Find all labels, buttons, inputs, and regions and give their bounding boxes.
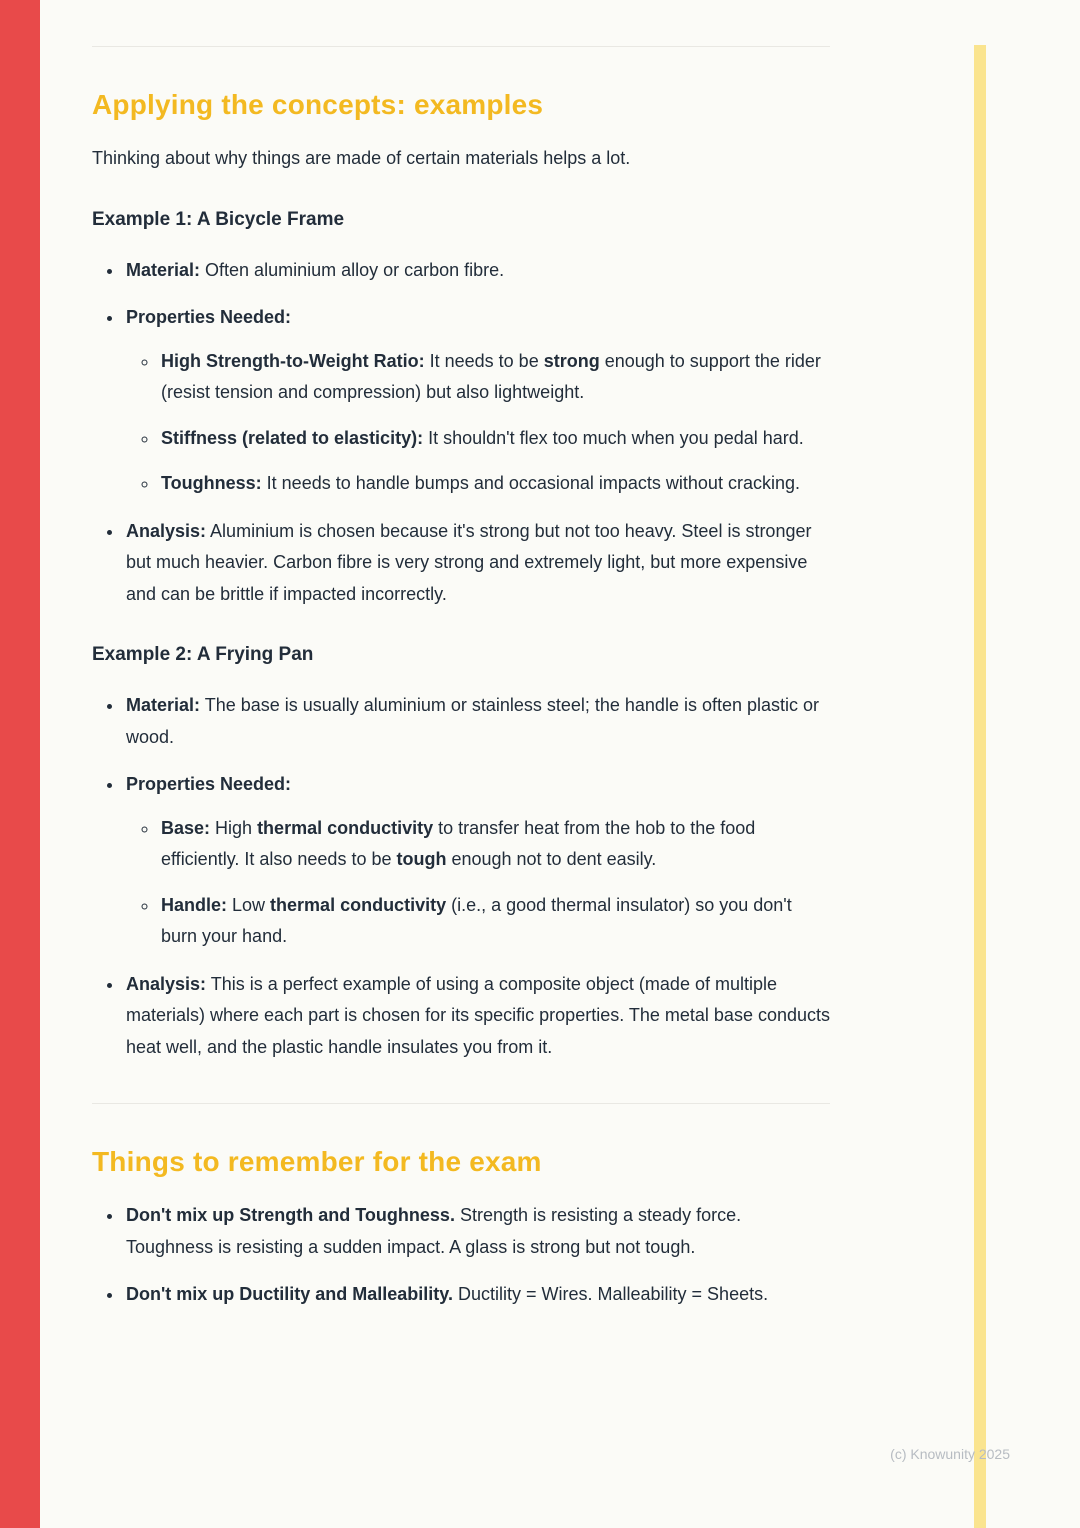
copyright-text: (c) Knowunity 2025 <box>890 1446 1010 1462</box>
intro-paragraph: Thinking about why things are made of certain materials helps a lot. <box>92 148 631 168</box>
section-divider <box>92 1103 830 1104</box>
example-1-sub-list <box>126 346 830 500</box>
bullet-item-material: • Material: The base is usually aluminium or stainless steel; the handle is often plastic or wood. <box>124 690 830 753</box>
bullet-item-strength-vs-toughness: • Don't mix up Strength and Toughness. Strength is resisting a steady force. Toughness is resisting a sudden impact. A glass is strong but not tough. <box>124 1200 830 1263</box>
right-accent-bar <box>974 45 986 1528</box>
example-2-list <box>92 690 830 1063</box>
bullet-item-material: • Material: Often aluminium alloy or carbon fibre. <box>124 255 830 287</box>
sub-bullet-item-handle: ◦ Handle: Low thermal conductivity (i.e., a good thermal insulator) so you don't burn your hand. <box>159 890 830 953</box>
content-area <box>92 0 830 1327</box>
sub-bullet-item-toughness: ◦ Toughness: It needs to handle bumps and occasional impacts without cracking. <box>159 468 830 500</box>
example-1-heading: Example 1: A Bicycle Frame <box>92 208 345 230</box>
example-2-heading: Example 2: A Frying Pan <box>92 644 314 665</box>
top-divider <box>92 46 830 47</box>
sub-bullet-item-stiffness: ◦ Stiffness (related to elasticity): It shouldn't flex too much when you pedal hard. <box>159 423 830 455</box>
bullet-item-analysis: • Analysis: Aluminium is chosen because it's strong but not too heavy. Steel is stronger but much heavier. Carbon fibre is very strong and extremely light, but more expensive and can be brittle if impacted incorrectly. <box>124 516 830 611</box>
bullet-item-analysis: • Analysis: This is a perfect example of using a composite object (made of multiple materials) where each part is chosen for its specific properties. The metal base conducts heat well, and the plastic handle insulates you from it. <box>124 969 830 1064</box>
bullet-item-ductility-vs-malleability: • Don't mix up Ductility and Malleability. Ductility = Wires. Malleability = Sheets. <box>124 1279 830 1311</box>
bullet-item-properties <box>124 302 830 500</box>
sub-bullet-item-strength-to-weight: ◦ High Strength-to-Weight Ratio: It needs to be strong enough to support the rider (resist tension and compression) but also lightweight. <box>159 346 830 409</box>
bullet-item-properties <box>124 769 830 953</box>
left-accent-bar <box>0 0 40 1528</box>
exam-tips-list <box>92 1200 830 1311</box>
example-1-list <box>92 255 830 611</box>
sub-bullet-item-base: ◦ Base: High thermal conductivity to transfer heat from the hob to the food efficiently. It also needs to be tough enough not to dent easily. <box>159 813 830 876</box>
bullet-text: Properties Needed: <box>126 307 292 327</box>
example-2-sub-list <box>126 813 830 953</box>
section-title-things-to-remember: Things to remember for the exam <box>92 1146 542 1177</box>
section-title-applying-concepts: Applying the concepts: examples <box>92 89 544 120</box>
bullet-text: Properties Needed: <box>126 774 292 794</box>
